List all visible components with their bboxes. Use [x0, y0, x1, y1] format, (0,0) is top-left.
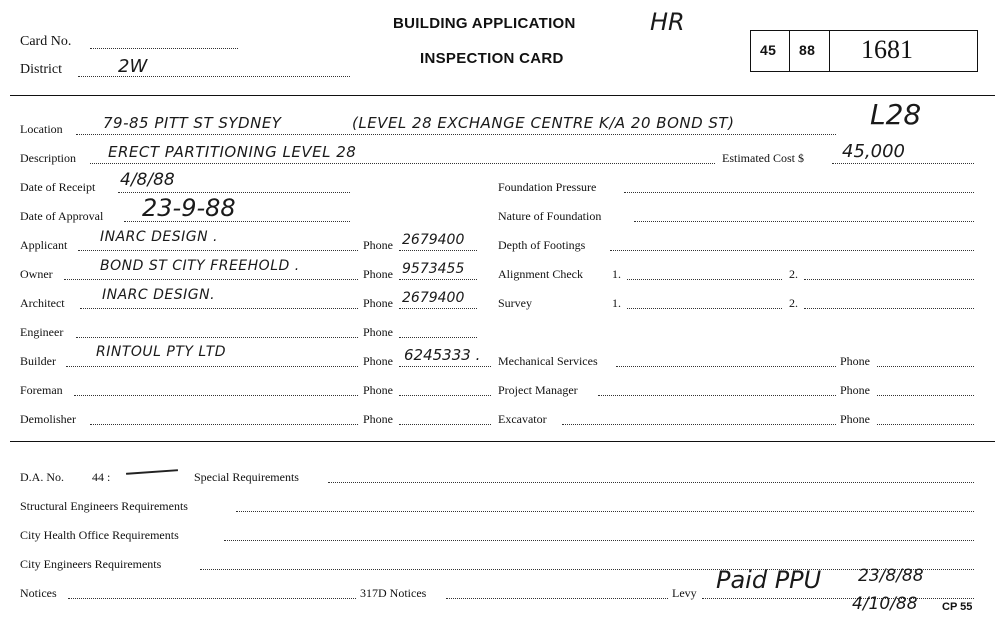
district-value: 2W [118, 56, 148, 77]
card-number-box [750, 30, 978, 72]
estimated-cost-label: Estimated Cost $ [722, 151, 804, 165]
levy-line [702, 598, 974, 599]
applicant-value: INARC DESIGN . [100, 229, 218, 245]
location-value: 79-85 PITT ST SYDNEY [103, 114, 282, 132]
mechanical-phone-label: Phone [840, 354, 870, 368]
levy-date-1: 23/8/88 [858, 566, 924, 586]
owner-label: Owner [20, 267, 53, 281]
architect-phone-line [399, 308, 477, 309]
architect-phone-label: Phone [363, 296, 393, 310]
box-year-prefix: 45 [760, 42, 777, 58]
district-label: District [20, 62, 62, 77]
date-approval-label: Date of Approval [20, 209, 104, 223]
levy-date-2: 4/10/88 [852, 594, 918, 614]
mechanical-services-line [616, 366, 836, 367]
card-number: 1681 [861, 35, 913, 64]
survey-line2 [804, 308, 974, 309]
excavator-label: Excavator [498, 412, 547, 426]
alignment-line1 [627, 279, 782, 280]
applicant-line [78, 250, 358, 251]
structural-line [236, 511, 974, 512]
demolisher-phone-line [399, 424, 491, 425]
da-stroke [126, 469, 178, 475]
description-line [90, 163, 715, 164]
notices-label: Notices [20, 586, 57, 600]
city-engineers-label: City Engineers Requirements [20, 557, 162, 571]
levy-label: Levy [672, 586, 697, 600]
location-extra: (LEVEL 28 EXCHANGE CENTRE K/A 20 BOND ST) [352, 114, 735, 132]
demolisher-label: Demolisher [20, 412, 76, 426]
box-divider-2 [829, 31, 830, 71]
alignment-line2 [804, 279, 974, 280]
card-no-label: Card No. [20, 34, 72, 49]
excavator-phone-line [877, 424, 974, 425]
date-receipt-line [118, 192, 350, 193]
project-manager-label: Project Manager [498, 383, 578, 397]
da-value: 44 : [92, 470, 111, 484]
card-no-line [90, 48, 238, 49]
project-manager-line [598, 395, 836, 396]
date-receipt-value: 4/8/88 [120, 170, 175, 190]
notices-line [68, 598, 356, 599]
foreman-phone-label: Phone [363, 383, 393, 397]
demolisher-line [90, 424, 358, 425]
engineer-phone-line [399, 337, 477, 338]
applicant-phone-label: Phone [363, 238, 393, 252]
applicant-phone: 2679400 [402, 232, 465, 248]
location-line [76, 134, 836, 135]
mechanical-phone-line [877, 366, 974, 367]
builder-phone-line [399, 366, 491, 367]
builder-phone: 6245333 . [404, 346, 481, 364]
nature-foundation-line [634, 221, 974, 222]
owner-phone: 9573455 [402, 261, 465, 277]
date-receipt-label: Date of Receipt [20, 180, 96, 194]
description-value: ERECT PARTITIONING LEVEL 28 [108, 143, 357, 161]
description-label: Description [20, 151, 76, 165]
depth-footings-label: Depth of Footings [498, 238, 586, 252]
excavator-phone-label: Phone [840, 412, 870, 426]
builder-phone-label: Phone [363, 354, 393, 368]
builder-line [66, 366, 358, 367]
foreman-line [74, 395, 358, 396]
architect-value: INARC DESIGN. [102, 287, 216, 303]
demolisher-phone-label: Phone [363, 412, 393, 426]
da-label: D.A. No. [20, 470, 64, 484]
owner-phone-line [399, 279, 477, 280]
form-code: CP 55 [942, 601, 973, 613]
owner-phone-label: Phone [363, 267, 393, 281]
survey-label: Survey [498, 296, 532, 310]
foundation-pressure-label: Foundation Pressure [498, 180, 597, 194]
builder-value: RINTOUL PTY LTD [96, 344, 227, 360]
notices-317d-line [446, 598, 668, 599]
builder-label: Builder [20, 354, 56, 368]
architect-phone: 2679400 [402, 290, 465, 306]
survey-line1 [627, 308, 782, 309]
excavator-line [562, 424, 836, 425]
location-label: Location [20, 122, 63, 136]
foreman-phone-line [399, 395, 491, 396]
health-line [224, 540, 974, 541]
engineer-phone-label: Phone [363, 325, 393, 339]
project-manager-phone-line [877, 395, 974, 396]
alignment-num1: 1. [612, 267, 621, 281]
title-line2: INSPECTION CARD [420, 50, 564, 67]
engineer-line [76, 337, 358, 338]
levy-paid: Paid PPU [716, 566, 822, 594]
special-requirements-line [328, 482, 974, 483]
box-divider-1 [789, 31, 790, 71]
date-approval-value: 23-9-88 [142, 194, 236, 222]
foundation-pressure-line [624, 192, 974, 193]
applicant-phone-line [399, 250, 477, 251]
survey-num1: 1. [612, 296, 621, 310]
architect-label: Architect [20, 296, 65, 310]
notices-317d-label: 317D Notices [360, 586, 427, 600]
survey-num2: 2. [789, 296, 798, 310]
structural-label: Structural Engineers Requirements [20, 499, 188, 513]
location-note: L28 [870, 98, 922, 131]
architect-line [80, 308, 358, 309]
estimated-cost-value: 45,000 [842, 141, 905, 162]
header-rule [10, 95, 995, 96]
title-line1: BUILDING APPLICATION [393, 15, 576, 32]
special-requirements-label: Special Requirements [194, 470, 299, 484]
box-year: 88 [799, 42, 816, 58]
engineer-label: Engineer [20, 325, 64, 339]
alignment-check-label: Alignment Check [498, 267, 583, 281]
health-label: City Health Office Requirements [20, 528, 179, 542]
owner-value: BOND ST CITY FREEHOLD . [100, 258, 300, 274]
nature-foundation-label: Nature of Foundation [498, 209, 602, 223]
initials: HR [650, 8, 685, 36]
mechanical-services-label: Mechanical Services [498, 354, 598, 368]
depth-footings-line [610, 250, 974, 251]
applicant-label: Applicant [20, 238, 68, 252]
foreman-label: Foreman [20, 383, 63, 397]
mid-rule [10, 441, 995, 442]
alignment-num2: 2. [789, 267, 798, 281]
project-manager-phone-label: Phone [840, 383, 870, 397]
estimated-cost-line [832, 163, 974, 164]
owner-line [64, 279, 358, 280]
